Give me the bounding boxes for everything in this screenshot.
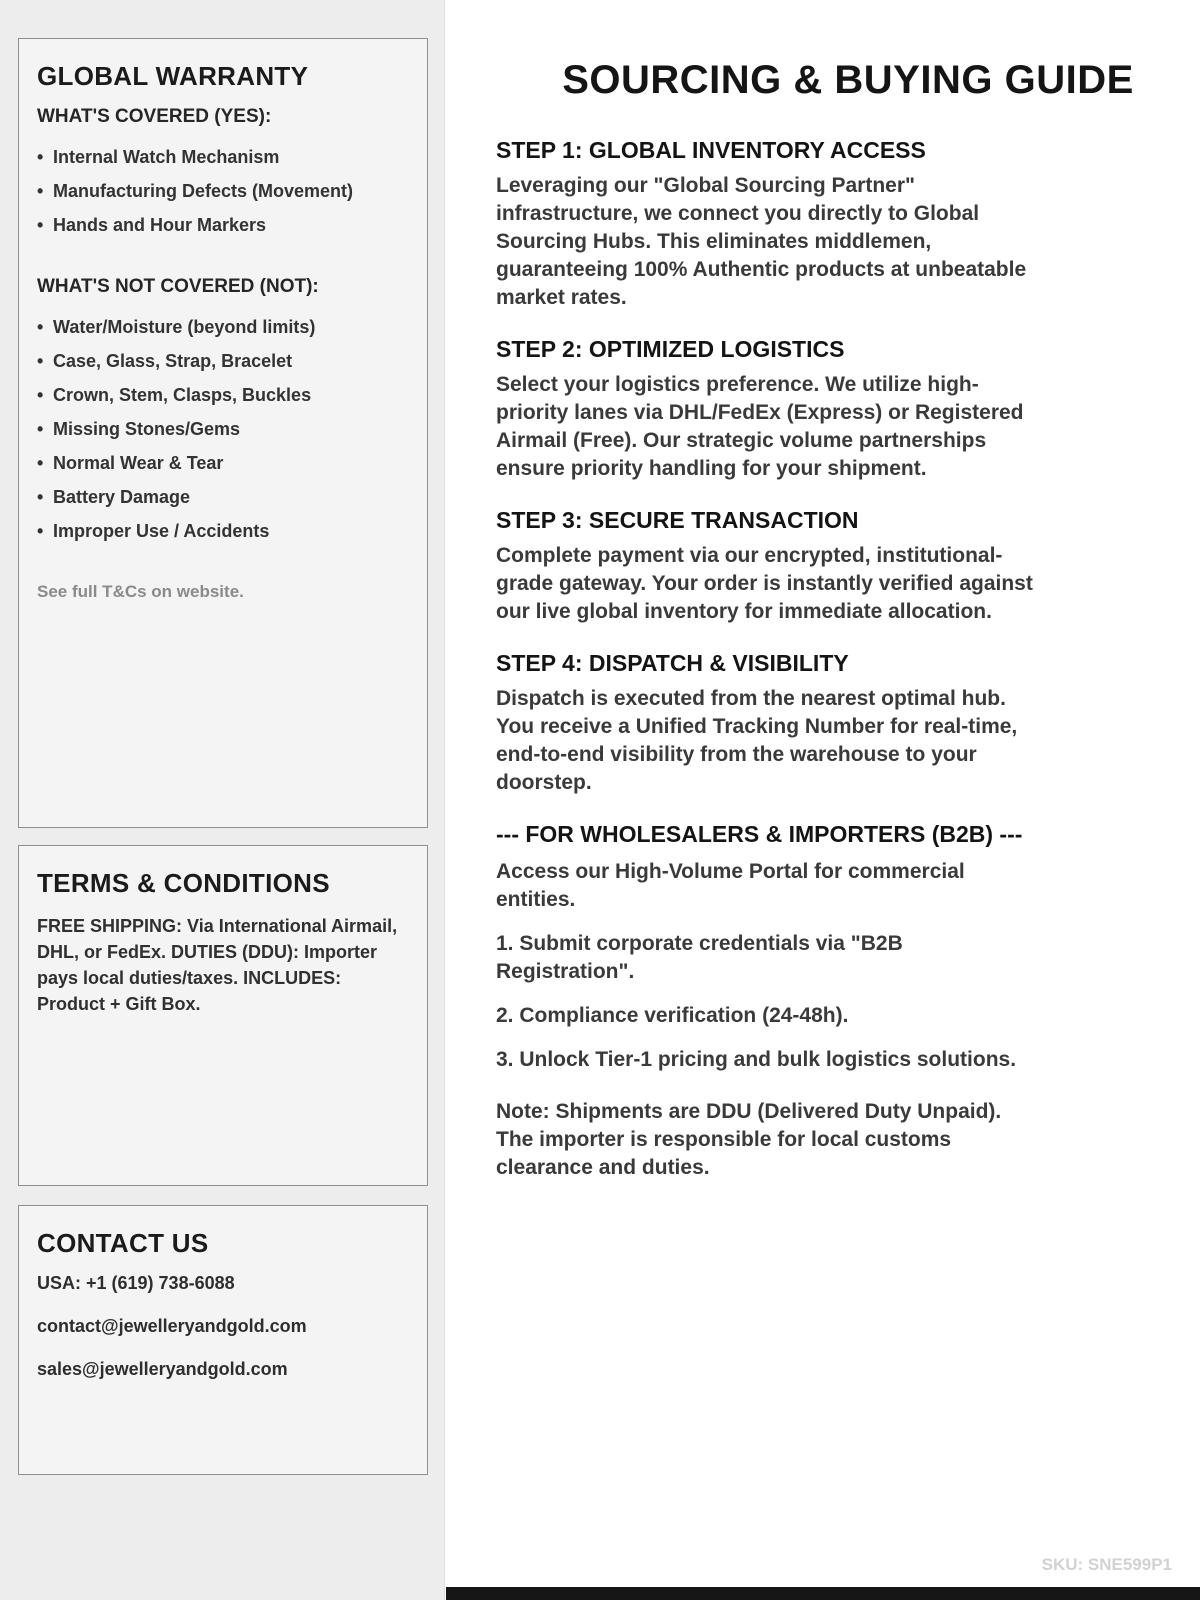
step-section bbox=[496, 650, 1081, 797]
step-1-body: Leveraging our "Global Sourcing Partner" infrastructure, we connect you directly to Global Sourcing Hubs. This eliminates middlemen, guaranteeing 100% Authentic products at unbeatable market rates. bbox=[496, 174, 1027, 309]
b2b-intro: Access our High-Volume Portal for commercial entities. bbox=[496, 860, 965, 911]
sales-email: sales@jewelleryandgold.com bbox=[37, 1359, 288, 1379]
not-covered-heading: WHAT'S NOT COVERED (NOT): bbox=[37, 276, 319, 297]
step-section bbox=[496, 336, 1081, 483]
covered-heading: WHAT'S COVERED (YES): bbox=[37, 106, 272, 127]
list-item: • Improper Use / Accidents bbox=[37, 514, 409, 548]
contact-box bbox=[18, 1205, 428, 1475]
info-sidebar bbox=[0, 0, 445, 1600]
bottom-divider-bar bbox=[446, 1587, 1200, 1600]
sku-label: SKU: SNE599P1 bbox=[1041, 1555, 1172, 1574]
step-section bbox=[496, 137, 1081, 312]
contact-phone: USA: +1 (619) 738-6088 bbox=[37, 1273, 235, 1293]
list-item: • Crown, Stem, Clasps, Buckles bbox=[37, 378, 409, 412]
step-1-heading: STEP 1: GLOBAL INVENTORY ACCESS bbox=[496, 137, 926, 163]
covered-list bbox=[37, 140, 409, 242]
step-3-body: Complete payment via our encrypted, institutional-grade gateway. Your order is instantly verified against our live global inventory for immediate allocation. bbox=[496, 544, 1033, 623]
warranty-box bbox=[18, 38, 428, 828]
b2b-note: Note: Shipments are DDU (Delivered Duty Unpaid). The importer is responsible for local customs clearance and duties. bbox=[496, 1100, 1002, 1179]
list-item: • Internal Watch Mechanism bbox=[37, 140, 409, 174]
list-item: • Normal Wear & Tear bbox=[37, 446, 409, 480]
b2b-item-3: 3. Unlock Tier-1 pricing and bulk logistics solutions. bbox=[496, 1048, 1017, 1071]
page-title: SOURCING & BUYING GUIDE bbox=[562, 58, 1134, 102]
not-covered-list bbox=[37, 310, 409, 548]
terms-box bbox=[18, 845, 428, 1186]
b2b-item-2: 2. Compliance verification (24-48h). bbox=[496, 1004, 849, 1027]
b2b-section bbox=[496, 821, 1081, 1182]
step-4-heading: STEP 4: DISPATCH & VISIBILITY bbox=[496, 650, 849, 676]
step-4-body: Dispatch is executed from the nearest optimal hub. You receive a Unified Tracking Number for real-time, end-to-end visibility from the warehouse to your doorstep. bbox=[496, 687, 1018, 794]
contact-title: CONTACT US bbox=[37, 1228, 209, 1258]
list-item: • Battery Damage bbox=[37, 480, 409, 514]
terms-title: TERMS & CONDITIONS bbox=[37, 868, 330, 898]
b2b-heading: --- FOR WHOLESALERS & IMPORTERS (B2B) --- bbox=[496, 821, 1023, 847]
list-item: • Water/Moisture (beyond limits) bbox=[37, 310, 409, 344]
b2b-item-1: 1. Submit corporate credentials via "B2B Registration". bbox=[496, 932, 903, 983]
warranty-footnote: See full T&Cs on website. bbox=[37, 582, 244, 601]
list-item: • Hands and Hour Markers bbox=[37, 208, 409, 242]
list-item: • Missing Stones/Gems bbox=[37, 412, 409, 446]
step-2-body: Select your logistics preference. We utilize high-priority lanes via DHL/FedEx (Express) or Registered Airmail (Free). Our strategic volume partnerships ensure priority handling for your shipment. bbox=[496, 373, 1024, 480]
terms-body: FREE SHIPPING: Via International Airmail, DHL, or FedEx. DUTIES (DDU): Importer pays local duties/taxes. INCLUDES: Product + Gift Box. bbox=[37, 916, 398, 1014]
warranty-title: GLOBAL WARRANTY bbox=[37, 61, 309, 91]
list-item: • Case, Glass, Strap, Bracelet bbox=[37, 344, 409, 378]
sourcing-guide-main bbox=[446, 0, 1200, 1600]
contact-email: contact@jewelleryandgold.com bbox=[37, 1316, 307, 1336]
guide-content bbox=[496, 137, 1081, 1182]
step-section bbox=[496, 507, 1081, 626]
list-item: • Manufacturing Defects (Movement) bbox=[37, 174, 409, 208]
step-2-heading: STEP 2: OPTIMIZED LOGISTICS bbox=[496, 336, 845, 362]
step-3-heading: STEP 3: SECURE TRANSACTION bbox=[496, 507, 859, 533]
